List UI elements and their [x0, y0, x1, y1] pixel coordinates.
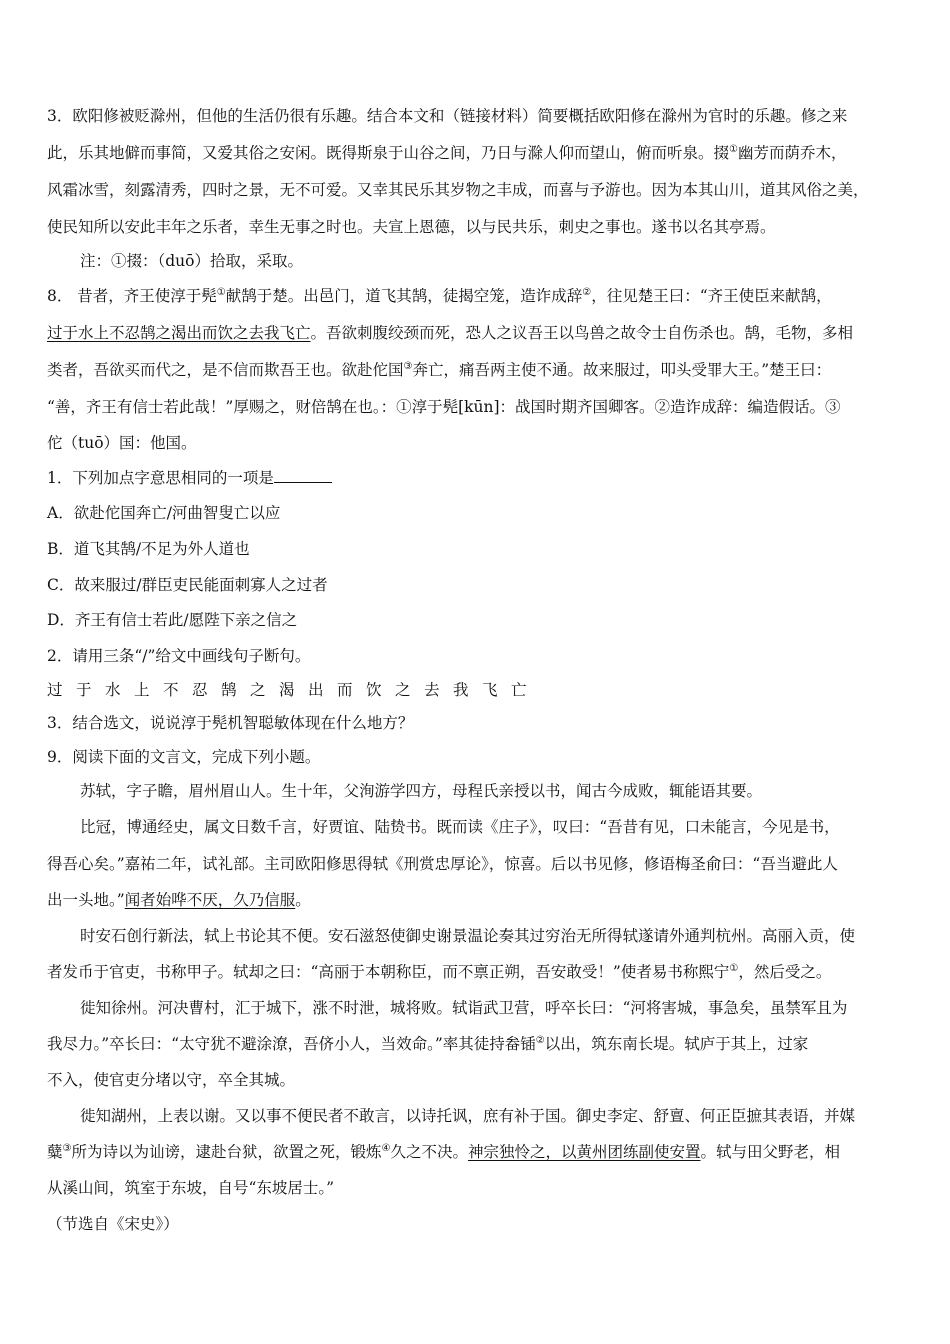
- q9-p2-line-2: 得吾心矣。”嘉祐二年，试礼部。主司欧阳修思得轼《刑赏忠厚论》，惊喜。后以书见修，修语梅圣俞曰：“吾当避此人: [47, 855, 838, 873]
- q8-line-2: 过于水上不忍鹄之渴出而饮之去我飞亡。吾欲刺腹绞颈而死，恐人之议吾王以鸟兽之故令士自伤杀也。鹄，毛物，多相: [47, 324, 854, 342]
- q9-underlined-2: 神宗独怜之，以黄州团练副使安置: [467, 1143, 701, 1161]
- q3-line-2: 此，乐其地僻而事简，又爱其俗之安闲。既得斯泉于山谷之间，乃日与滁人仰而望山，俯而听泉。掇①幽芳而荫乔木，: [47, 143, 847, 162]
- q9-underlined-1: 闻者始哗不厌，久乃信服: [124, 891, 296, 909]
- q9-p3-line-1: 时安石创行新法，轼上书论其不便。安石滋怒使御史谢景温论奏其过穷治无所得轼遂请外通判杭州。高丽入贡，使: [80, 927, 856, 945]
- q9-p4-line-2: 我尽力。”卒长曰：“太守犹不避涂潦，吾侪小人，当效命。”率其徒持畚锸②以出，筑东南长堤。轼庐于其上，过家: [47, 1034, 809, 1053]
- q9-p4-line-1: 徙知徐州。河决曹村，汇于城下，涨不时泄，城将败。轼诣武卫营，呼卒长曰：“河将害城，事急矣，虽禁军且为: [80, 999, 848, 1017]
- q9-p5-line-2: 糵③所为诗以为讪谤，逮赴台狱，欲置之死，锻炼④久之不决。神宗独怜之，以黄州团练副使安置。轼与田父野老，相: [47, 1142, 841, 1161]
- option-b: B．道飞其鹄/不足为外人道也: [47, 540, 250, 558]
- option-c: C．故来服过/群臣吏民能面刺寡人之过者: [47, 576, 328, 594]
- answer-blank: [274, 468, 332, 483]
- q8-underlined-sentence: 过于水上不忍鹄之渴出而饮之去我飞亡: [47, 324, 311, 342]
- q8-line-5: 佗（tuō）国：他国。: [47, 434, 197, 452]
- q8-line-3: 类者，吾欲买而代之，是不信而欺吾王也。欲赴佗国③奔亡，痛吾两主使不通。故来服过，叩头受罪大王。”楚王曰：: [47, 360, 832, 379]
- q9-p5-line-3: 从溪山间，筑室于东坡，自号“东坡居士。”: [47, 1179, 335, 1197]
- q8-line-4: “善，齐王有信士若此哉！”厚赐之，财倍鹄在也。：①淳于髡[kūn]：战国时期齐国卿客。②造诈成辞：编造假话。③: [47, 398, 841, 416]
- q9-title: 9．阅读下面的文言文，完成下列小题。: [47, 748, 321, 766]
- subq-2: 2．请用三条“/”给文中画线句子断句。: [47, 647, 311, 665]
- q9-p5-line-1: 徙知湖州，上表以谢。又以事不便民者不敢言，以诗托讽，庶有补于国。御史李定、舒亶、何正臣摭其表语，并媒: [80, 1107, 856, 1125]
- q9-p1: 苏轼，字子瞻，眉州眉山人。生十年，父洵游学四方，母程氏亲授以书，闻古今成败，辄能语其要。: [80, 782, 763, 800]
- option-a: A．欲赴佗国奔亡/河曲智叟亡以应: [47, 504, 281, 522]
- q9-p3-line-2: 者发币于官吏，书称甲子。轼却之曰：“高丽于本朝称臣，而不禀正朔，吾安敢受！”使者易书称熙宁①，然后受之。: [47, 962, 832, 981]
- subq-2-sentence: 过于水上不忍鹄之渴出而饮之去我飞亡: [47, 681, 541, 699]
- q3-line-3: 风霜冰雪，刻露清秀，四时之景，无不可爱。又幸其民乐其岁物之丰成，而喜与予游也。因为本其山川，道其风俗之美，: [47, 181, 869, 199]
- q8-line-1: 8． 昔者，齐王使淳于髡①献鹄于楚。出邑门，道飞其鹄，徒揭空笼，造诈成辞②，往见楚王曰：“齐王使臣来献鹄，: [47, 286, 832, 305]
- subq-3: 3．结合选文，说说淳于髡机智聪敏体现在什么地方？: [47, 714, 414, 732]
- q3-note: 注：①掇：（duō）拾取，采取。: [80, 252, 303, 270]
- q3-line-1: 3．欧阳修被贬滁州，但他的生活仍很有乐趣。结合本文和（链接材料）简要概括欧阳修在滁州为官时的乐趣。修之来: [47, 107, 848, 125]
- source-citation: （节选自《宋史》）: [47, 1215, 179, 1233]
- q9-p4-line-3: 不入，使官吏分堵以守，卒全其城。: [47, 1071, 296, 1089]
- option-d: D．齐王有信士若此/愿陛下亲之信之: [47, 611, 298, 629]
- q3-line-4: 使民知所以安此丰年之乐者，幸生无事之时也。夫宣上恩德，以与民共乐，刺史之事也。遂书以名其亭焉。: [47, 218, 776, 236]
- q9-p2-line-3: 出一头地。”闻者始哗不厌，久乃信服。: [47, 891, 311, 909]
- subq-1: 1．下列加点字意思相同的一项是: [47, 466, 332, 488]
- q9-p2-line-1: 比冠，博通经史，属文日数千言，好贾谊、陆贽书。既而读《庄子》，叹曰：“吾昔有见，口未能言，今见是书，: [80, 818, 840, 836]
